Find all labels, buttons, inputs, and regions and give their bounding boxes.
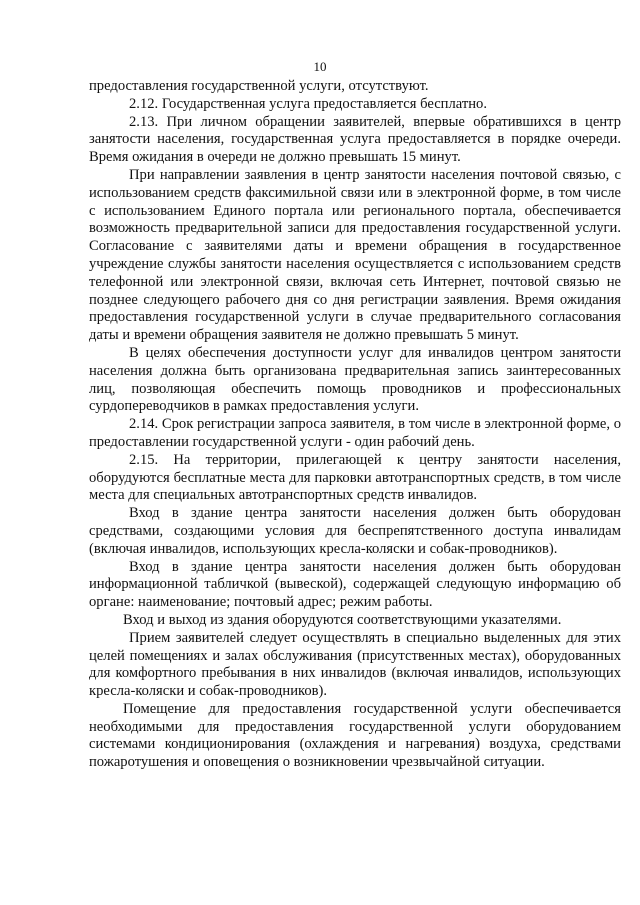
paragraph-2-13: 2.13. При личном обращении заявителей, впервые обратившихся в центр занятости населения, государственная услуга предоставляется в порядке очереди. Время ожидания в очереди не должно превышать 15 минут. — [89, 113, 621, 166]
paragraph-accessibility-booking: В целях обеспечения доступности услуг для инвалидов центром занятости населения должна быть организована предварительная запись заинтересованных лиц, позволяющая обеспечить помощь проводников и профессиональных сурдопереводчиков в рамках предоставления услуги. — [89, 344, 621, 415]
paragraph-reception-rooms: Прием заявителей следует осуществлять в специально выделенных для этих целей помещениях и залах обслуживания (присутственных местах), оборудованных для комфортного пребывания в них инвалидов (включая инвалидов, использующих кресла-коляски и собак-проводников). — [89, 629, 621, 700]
paragraph-premises-equipment: Помещение для предоставления государственной услуги обеспечивается необходимыми для предоставления государственной услуги оборудованием системами кондиционирования (охлаждения и нагревания) воздуха, средствами пожаротушения и оповещения о возникновении чрезвычайной ситуации. — [89, 700, 621, 771]
page-number: 10 — [313, 59, 327, 74]
paragraph-entrance-signage: Вход в здание центра занятости населения должен быть оборудован информационной табличкой (вывеской), содержащей следующую информацию об органе: наименование; почтовый адрес; режим работы. — [89, 558, 621, 611]
document-body — [89, 78, 621, 772]
paragraph-2-15: 2.15. На территории, прилегающей к центру занятости населения, оборудуются бесплатные места для парковки автотранспортных средств, в том числе места для специальных автотранспортных средств инвалидов. — [89, 451, 621, 504]
paragraph-entrance-equipment: Вход в здание центра занятости населения должен быть оборудован средствами, создающими условия для беспрепятственного доступа инвалидам (включая инвалидов, использующих кресла-коляски и собак-проводников). — [89, 505, 621, 557]
paragraph-2-12: 2.12. Государственная услуга предоставляется бесплатно. — [129, 95, 488, 112]
paragraph-2-14: 2.14. Срок регистрации запроса заявителя, в том числе в электронной форме, о предоставлении государственной услуги - один рабочий день. — [89, 416, 621, 450]
paragraph-entrance-exit: Вход и выход из здания оборудуются соответствующими указателями. — [123, 611, 562, 628]
paragraph-postal-application: При направлении заявления в центр занятости населения почтовой связью, с использованием средств факсимильной связи или в электронной форме, в том числе с использованием Единого портала или регионального портала, обеспечивается возможность предварительной записи для предоставления государственной услуги. Согласование с заявителями даты и времени обращения в государственное учреждение службы занятости населения осуществляется с использованием средств телефонной или электронной связи, включая сеть Интернет, почтовой связью не позднее следующего рабочего дня со дня регистрации заявления. Время ожидания предоставления государственной услуги в случае предварительного согласования даты и времени обращения заявителя не должно превышать 5 минут. — [89, 166, 621, 344]
paragraph-continuation: предоставления государственной услуги, отсутствуют. — [89, 78, 429, 94]
